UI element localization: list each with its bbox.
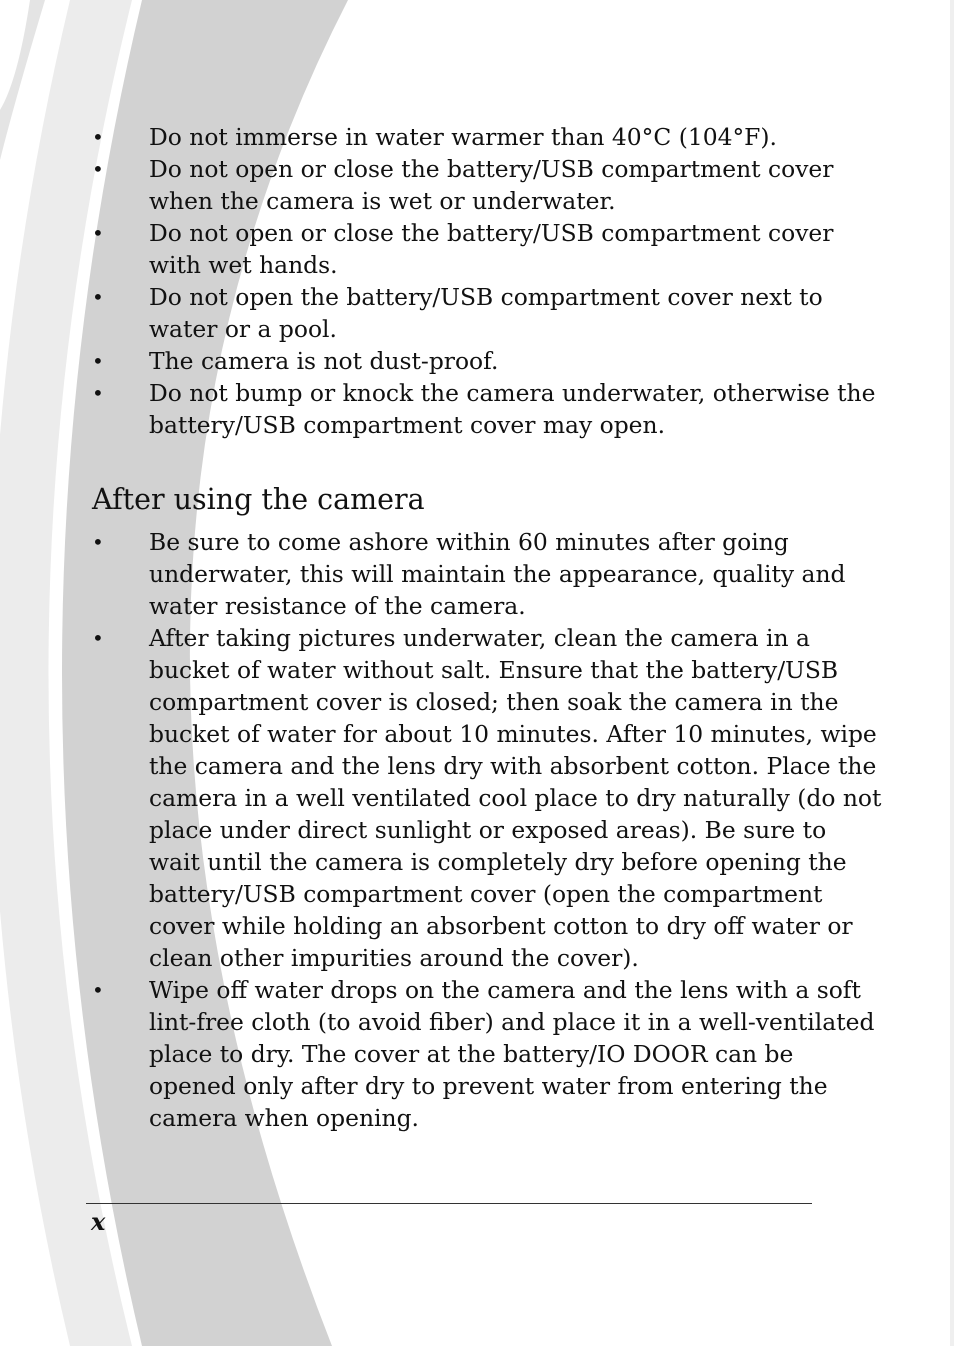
list-item [92, 974, 882, 1134]
list-item-text: Wipe off water drops on the camera and the lens with a soft lint-free cloth (to avoid fiber) and place it in a well-ventilated place to dry. The cover at the battery/IO DOOR can be opened only after dry to prevent water from entering the camera when opening. [149, 976, 875, 1132]
list-item [92, 377, 882, 441]
list-item-text: After taking pictures underwater, clean the camera in a bucket of water without salt. Ensure that the battery/USB compartment cover is closed; then soak the camera in the bucket of water for about 10 minutes. After 10 minutes, wipe the camera and the lens dry with absorbent cotton. Place the camera in a well ventilated cool place to dry naturally (do not place under direct sunlight or exposed areas). Be sure to wait until the camera is completely dry before opening the battery/USB compartment cover (open the compartment cover while holding an absorbent cotton to dry off water or clean other impurities around the cover). [149, 624, 882, 972]
bullet-icon: • [92, 285, 104, 309]
bullet-icon: • [92, 125, 104, 149]
bullet-icon: • [92, 626, 104, 650]
page-number: x [91, 1207, 106, 1236]
list-item [92, 153, 882, 217]
bullet-icon: • [92, 221, 104, 245]
list-item-text: Do not open the battery/USB compartment cover next to water or a pool. [149, 283, 823, 343]
after-use-list [92, 526, 882, 1134]
list-item-text: Do not open or close the battery/USB compartment cover with wet hands. [149, 219, 834, 279]
bullet-icon: • [92, 349, 104, 373]
bullet-icon: • [92, 530, 104, 554]
bullet-icon: • [92, 978, 104, 1002]
list-item-text: Do not open or close the battery/USB compartment cover when the camera is wet or underwater. [149, 155, 834, 215]
list-item [92, 281, 882, 345]
list-item [92, 121, 882, 153]
precaution-list [92, 121, 882, 441]
list-item-text: Do not bump or knock the camera underwater, otherwise the battery/USB compartment cover may open. [149, 379, 876, 439]
bullet-icon: • [92, 157, 104, 181]
list-item [92, 526, 882, 622]
bullet-icon: • [92, 381, 104, 405]
section-heading: After using the camera [92, 483, 425, 516]
list-item-text: Be sure to come ashore within 60 minutes after going underwater, this will maintain the appearance, quality and water resistance of the camera. [149, 528, 846, 620]
list-item [92, 345, 882, 377]
footer-divider [86, 1203, 812, 1204]
list-item [92, 622, 882, 974]
list-item [92, 217, 882, 281]
list-item-text: The camera is not dust-proof. [149, 347, 499, 375]
list-item-text: Do not immerse in water warmer than 40°C (104°F). [149, 123, 777, 151]
